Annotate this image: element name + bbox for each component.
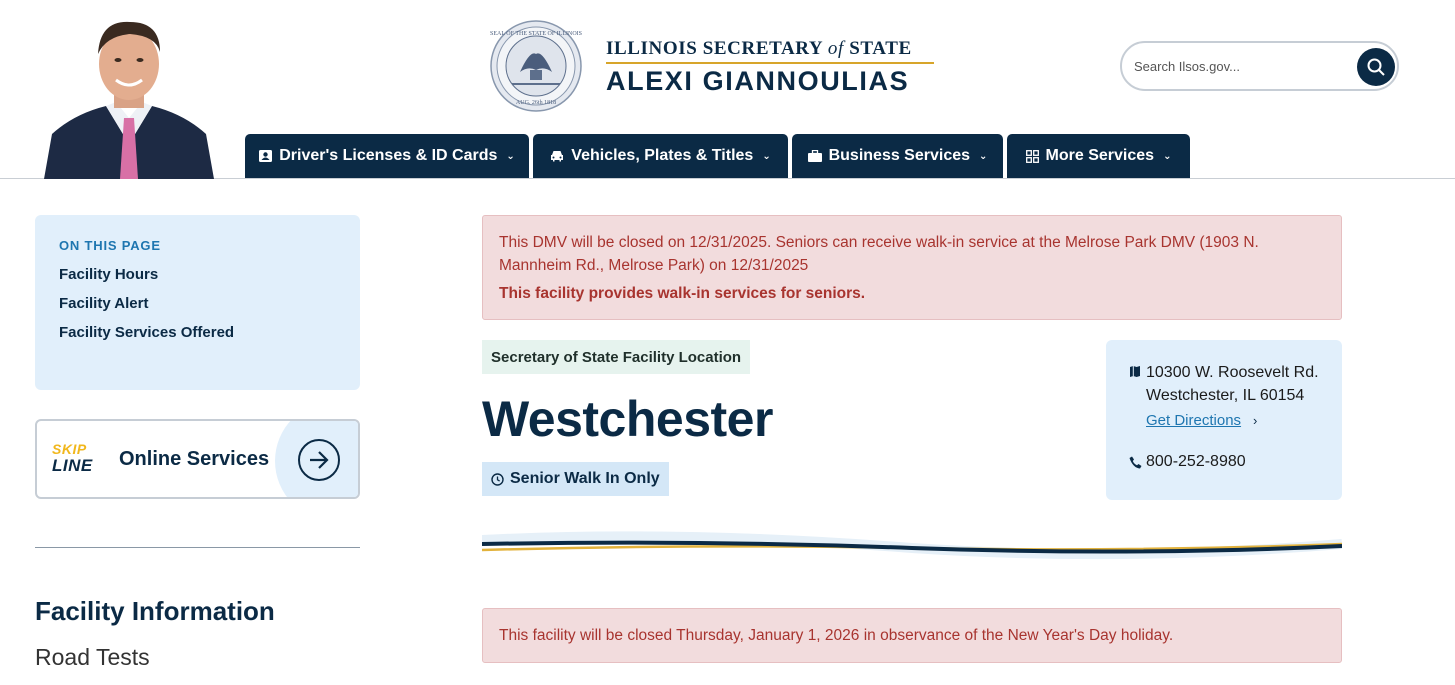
nav-label: Driver's Licenses & ID Cards <box>279 147 498 164</box>
online-services-label: Online Services <box>119 448 270 470</box>
online-services-card[interactable] <box>35 419 360 499</box>
get-directions-link[interactable]: Get Directions <box>1146 412 1242 429</box>
nav-business-services[interactable] <box>792 134 1003 178</box>
closure-alert-text: This DMV will be closed on 12/31/2025. Seniors can receive walk-in service at the Melrose Park DMV (1903 N. Mannheim Rd., Melrose Park) on 12/31/2025 <box>499 234 1259 274</box>
secretary-portrait <box>44 14 214 179</box>
clock-icon <box>491 473 504 486</box>
id-card-icon <box>259 150 272 162</box>
site-header <box>0 0 1455 179</box>
senior-walk-in-badge <box>482 462 669 496</box>
search-input[interactable] <box>1134 55 1349 77</box>
search-icon <box>1367 58 1385 76</box>
phone-icon <box>1129 456 1142 469</box>
chevron-down-icon: ⌄ <box>506 150 515 162</box>
nav-label: Business Services <box>828 147 971 164</box>
skip-the-line-logo <box>52 441 104 477</box>
brand-divider <box>606 62 934 64</box>
holiday-closure-text: This facility will be closed Thursday, January 1, 2026 in observance of the New Year's Day holiday. <box>499 626 1174 644</box>
state-seal-logo[interactable] <box>490 20 582 112</box>
brand-title <box>606 38 936 60</box>
closure-alert <box>482 215 1342 320</box>
toc-title: ON THIS PAGE <box>59 238 161 253</box>
brand-title-of: of <box>827 38 844 59</box>
seal-text-top: SEAL OF THE STATE OF ILLINOIS <box>490 31 582 37</box>
chevron-down-icon: ⌄ <box>762 150 771 162</box>
road-tests-heading: Road Tests <box>35 644 150 670</box>
chevron-down-icon: ⌄ <box>979 150 988 162</box>
site-brand[interactable] <box>606 38 936 95</box>
toc-link-facility-alert[interactable]: Facility Alert <box>59 295 149 312</box>
location-type-badge: Secretary of State Facility Location <box>482 340 750 374</box>
facility-information-heading: Facility Information <box>35 596 275 626</box>
car-icon <box>550 150 564 162</box>
skip-logo-bottom: LINE <box>52 456 93 475</box>
search-button[interactable] <box>1357 48 1395 86</box>
nav-label: Vehicles, Plates & Titles <box>571 147 754 164</box>
skip-logo-top: SKIP <box>52 441 87 457</box>
nav-label: More Services <box>1045 147 1155 164</box>
map-icon <box>1130 366 1140 377</box>
site-search <box>1120 41 1399 91</box>
nav-more-services[interactable] <box>1007 134 1190 178</box>
holiday-closure-alert <box>482 608 1342 663</box>
arrow-right-icon <box>298 439 340 481</box>
address-line-2: Westchester, IL 60154 <box>1146 387 1305 404</box>
brand-title-suffix: STATE <box>849 38 912 59</box>
chevron-down-icon: ⌄ <box>1163 150 1172 162</box>
seal-text-bottom: AUG. 26th 1818 <box>515 100 557 106</box>
chevron-right-icon: › <box>1253 413 1258 428</box>
on-this-page-box <box>35 215 360 390</box>
nav-vehicles[interactable] <box>533 134 788 178</box>
toc-link-facility-hours[interactable]: Facility Hours <box>59 266 159 283</box>
phone-number[interactable]: 800-252-8980 <box>1146 453 1246 470</box>
address-line-1: 10300 W. Roosevelt Rd. <box>1146 364 1319 381</box>
sidebar-divider <box>35 547 360 548</box>
brand-name: ALEXI GIANNOULIAS <box>606 66 910 96</box>
seniors-walk-in-notice: This facility provides walk-in services for seniors. <box>499 285 866 302</box>
grid-icon <box>1026 150 1039 163</box>
senior-badge-label: Senior Walk In Only <box>510 470 660 487</box>
page-title: Westchester <box>482 391 773 447</box>
briefcase-icon <box>808 150 822 162</box>
decorative-wave-divider <box>482 530 1342 562</box>
address-card <box>1106 340 1342 500</box>
brand-title-prefix: ILLINOIS SECRETARY <box>606 38 823 59</box>
nav-drivers-licenses[interactable] <box>245 134 529 178</box>
toc-link-services-offered[interactable]: Facility Services Offered <box>59 324 235 341</box>
